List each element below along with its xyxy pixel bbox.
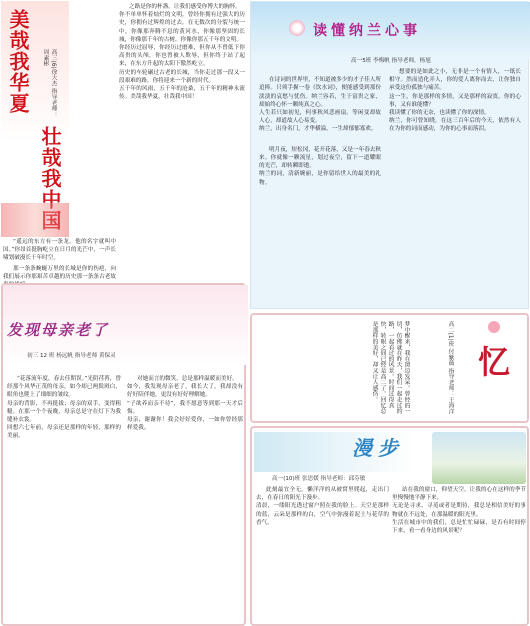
panel1-col1: “遥远的东方有一条龙，他的名字就叫中国。”你昂首挺胸屹立在日月的光芒中，一声长啸划破漫长千年时空。 那一条条蜿蜒万里的长城是你的伤疤，向我们展示你那艰苦卓越的历史那一条条古老故: [3, 239, 116, 280]
byline: 高二(1)班 付紫薇 指导老师：王海洋: [447, 321, 453, 415]
panel2-col2: 想要的是如此之小，无非是一个有情人，一纸长相守。然而造化弄人，你的爱人离你而去，让你独自承受这份孤独与痛苦。 这一生，你是那样的多情，又是那样的寂寞。你的心事，又有谁能懂？ 我读懂了你的无奈，也读懂了你的深情。 纳兰，你可曾知晓，在这三百年后的今天，依然有人在为你的词而感动，为你的心事而落泪。: [389, 69, 521, 133]
byline: 高一5班 李梅帆 指导老师，杨旭: [351, 58, 431, 64]
panel2-col1: 在诗词的世界里，不知道被多少的才子佳人所追捧。只须手握一卷《饮水词》，便能感受到那份淡淡的哀愁与忧伤。纳兰容若，生于富贵之家，却始终心怀一颗纯真之心。 人生若只如初见，何事秋风悲画扇。等闲变却故人心，却道故人心易变。 纳兰，出身名门，才华横溢，一生却郁郁寡欢。 明月夜，短松冈，花开花落，又是一年春去秋来。你就像一颗流星，划过夜空，留下一道耀眼的光芒，却转瞬即逝。 纳兰的词，清新婉丽，是你留给世人的最美的礼物。: [259, 77, 381, 186]
panel4-col2: 对她而言的微笑，总是那样温暖而美好。 如今，我发现母亲老了，我长大了，我却没有好好陪伴她，更没有好好理解她。 “子欲养而亲不待”，我不愿意等到那一天才后悔。 母亲，谢谢你！我会好好爱你，一如你曾经那样爱我。: [127, 376, 243, 432]
article-patriotism: [1, 1, 248, 280]
article-stroll: [250, 426, 529, 626]
panel1-col2: 之路是你的杯盏，让我们感受你博大的胸怀。 你不单单怀着灿烂的文明，曾经你拥有过强大的历史，你拥有过辉煌的过去。在无数次的分裂与统一中，你像那奔腾不息的黄河水，你像那坚固的长城，你像那千年的古树，你像你那五千年的文明。 你经历过屈辱，你经历过磨难，但你从不曾低下你高贵的头颅。你也曾被人欺辱，但你终于站了起来，在东方升起的太阳下傲然屹立。 历史的车轮碾过古老的长城，当你走过那一段又一段艰难的路，你将迎来一个新的时代。 五千年的风雨，五千年的沧桑，五千年的精神永流传。美哉我华夏，壮哉我中国！: [119, 4, 245, 101]
byline: 高一(10)班 张思媛 指导老师：邱芬敏: [272, 476, 366, 482]
byline: 初三 12 班 杨远帆 指导老师 黄保灵: [27, 353, 116, 359]
flower-decoration: [488, 321, 500, 333]
article-title: 漫步: [352, 436, 404, 460]
article-title: 发现母亲老了: [7, 321, 110, 339]
title-line2: 壮哉我中国: [38, 126, 62, 231]
article-title: 读懂纳兰心事: [313, 23, 421, 39]
panel3-text: 梦中醒来，我在窗边发呆。曾经的一切，仿佛就在昨天，我们一起走过的路，一起看过的风景。时间过得真快，转眼之间已经是高二了。回忆总是那样的美好，却又让人感伤。: [371, 321, 409, 414]
banner-image: [1, 1, 69, 237]
panel5-col1: 此刻最宜全无。懒洋洋的从被窝里爬起，走出门去，在春日的阳光下漫步。 清晨，一缕阳光透过窗户照在我的脸上。天空是那样的蓝，云朵是那样的白，空气中弥漫着泥土与花草的香气。: [256, 487, 389, 526]
panel4-col1: “花落流年度，春去佳期误。”光阴荏苒，曾经那个风华正茂的母亲，如今却已两鬓斑白，眼角也爬上了细细的皱纹。 母亲的背影，不再挺拔；母亲的双手，变得粗糙。在那一个个夜晚，母亲总是守在灯下为我缝补衣裳。 回想六七年前，母亲还是那样的年轻，那样的美丽。: [7, 376, 121, 440]
skyline-decoration: [1, 203, 69, 237]
flower-icon: [289, 20, 305, 36]
title-line1: 美哉我华夏: [6, 9, 30, 114]
article-title: 忆: [478, 343, 511, 381]
article-nalan: [250, 1, 529, 309]
article-mother: [1, 283, 246, 626]
landscape-image: [432, 432, 526, 484]
article-memory: [250, 313, 529, 423]
author-label: 高三(6)徐大杰 指导老师：周素彬: [42, 49, 56, 118]
panel5-col2: 站在我的窗口，仰望天空，让我的心在这样的季节里慢慢地平静下来。 无论是寻求、寻觅或者是期待，我总是相信美好的事物就在不远处，在那温暖的阳光里。 生活在城市中的我们，总是忙忙碌碌，是否有时间停下来，看一看身边的风景呢？: [392, 487, 526, 535]
